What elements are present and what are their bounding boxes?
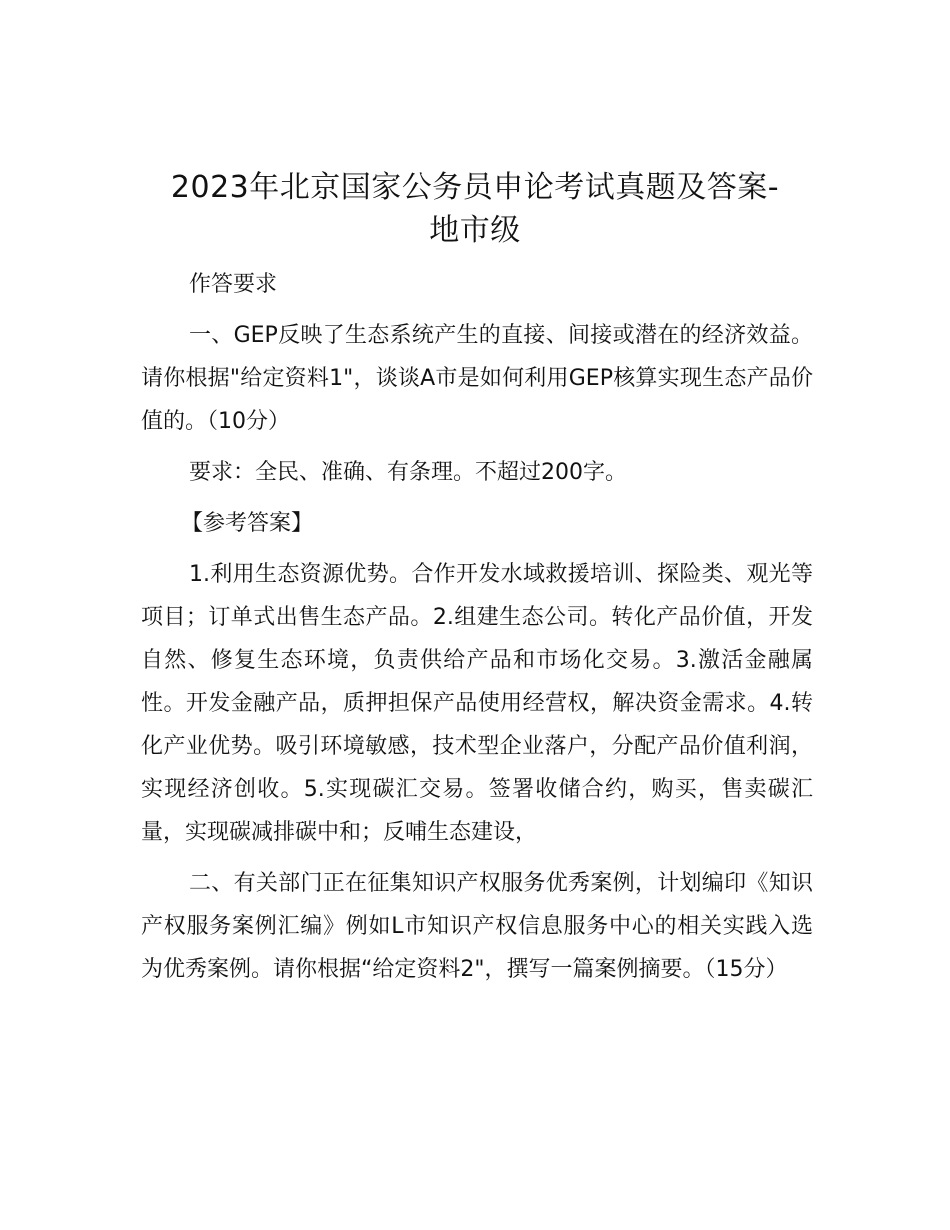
question-1-requirements: 要求：全民、准确、有条理。不超过200字。: [189, 460, 627, 485]
title-line-1: 2023年北京国家公务员申论考试真题及答案-: [170, 170, 780, 205]
question-2: 二、有关部门正在征集知识产权服务优秀案例，计划编印《知识产权服务案例汇编》例如L市知识产权信息服务中心的相关实践入选为优秀案例。请你根据“给定资料2"，撰写一篇案例摘要。（15分）: [141, 871, 813, 982]
question-1: 一、GEP反映了生态系统产生的直接、间接或潜在的经济效益。请你根据"给定资料1"，谈谈A市是如何利用GEP核算实现生态产品价值的。（10分）: [141, 323, 813, 434]
document-body: [141, 263, 813, 999]
section-heading-requirements: 作答要求: [189, 272, 278, 297]
document-title: [120, 166, 830, 252]
reference-answer-1: 1.利用生态资源优势。合作开发水域救援培训、探险类、观光等项目；订单式出售生态产品。2.组建生态公司。转化产品价值，开发自然、修复生态环境，负责供给产品和市场化交易。3.激活金融属性。开发金融产品，质押担保产品使用经营权，解决资金需求。4.转化产业优势。吸引环境敏感，技术型企业落户，分配产品价值利润，实现经济创收。5.实现碳汇交易。签署收储合约，购买，售卖碳汇量，实现碳减排碳中和；反哺生态建设，: [141, 562, 813, 845]
title-line-2: 地市级: [429, 213, 521, 248]
reference-answer-heading: 【参考答案】: [181, 511, 314, 536]
